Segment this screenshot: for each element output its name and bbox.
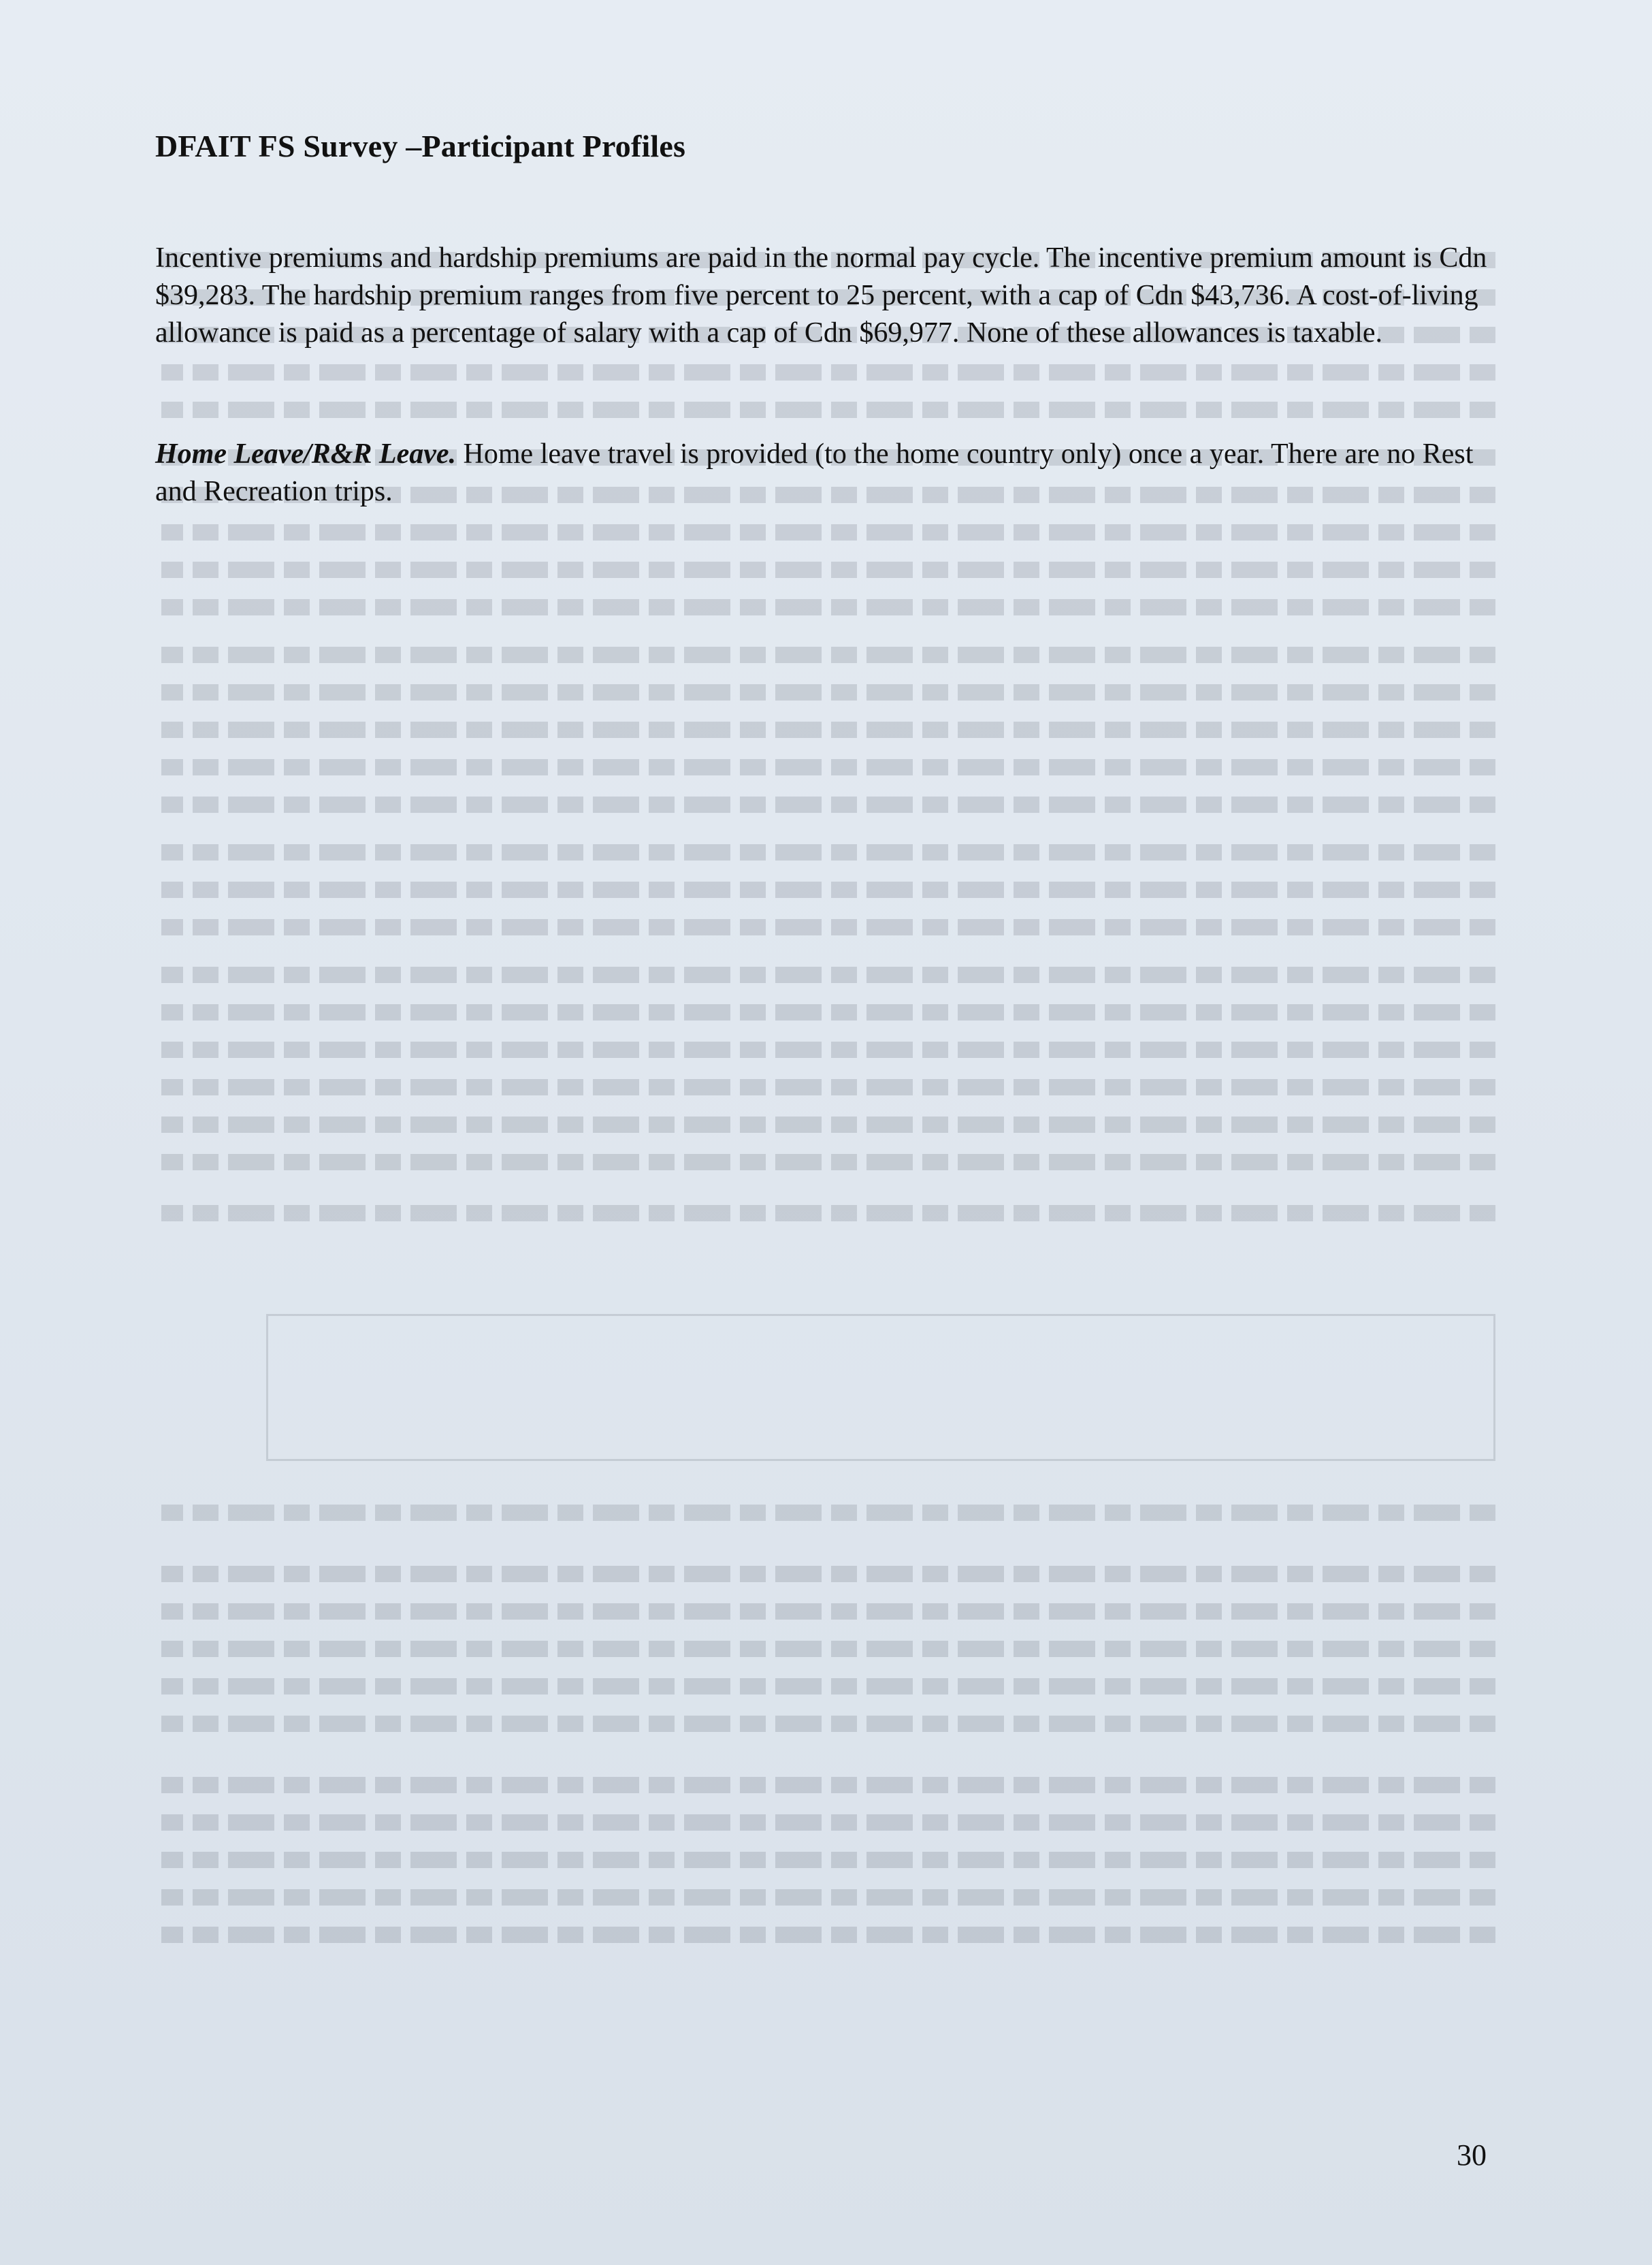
paragraph-home-leave — [155, 436, 1503, 511]
page-number: 30 — [1457, 2138, 1487, 2172]
home-leave-heading: Home Leave/R&R Leave. — [155, 438, 457, 470]
home-leave-text: Home leave travel is provided (to the home country only) once a year. There are no Rest and Recreation trips. — [155, 438, 1474, 507]
paragraph-premiums: Incentive premiums and hardship premiums are paid in the normal pay cycle. The incentive premium amount is Cdn $39,283. The hardship premium ranges from five percent to 25 percent, with a cap of Cdn $43,736. A cost-of-living allowance is paid as a percentage of salary with a cap of Cdn $69,977. None of these allowances is taxable. — [155, 242, 1487, 349]
document-title: DFAIT FS Survey –Participant Profiles — [155, 129, 686, 163]
